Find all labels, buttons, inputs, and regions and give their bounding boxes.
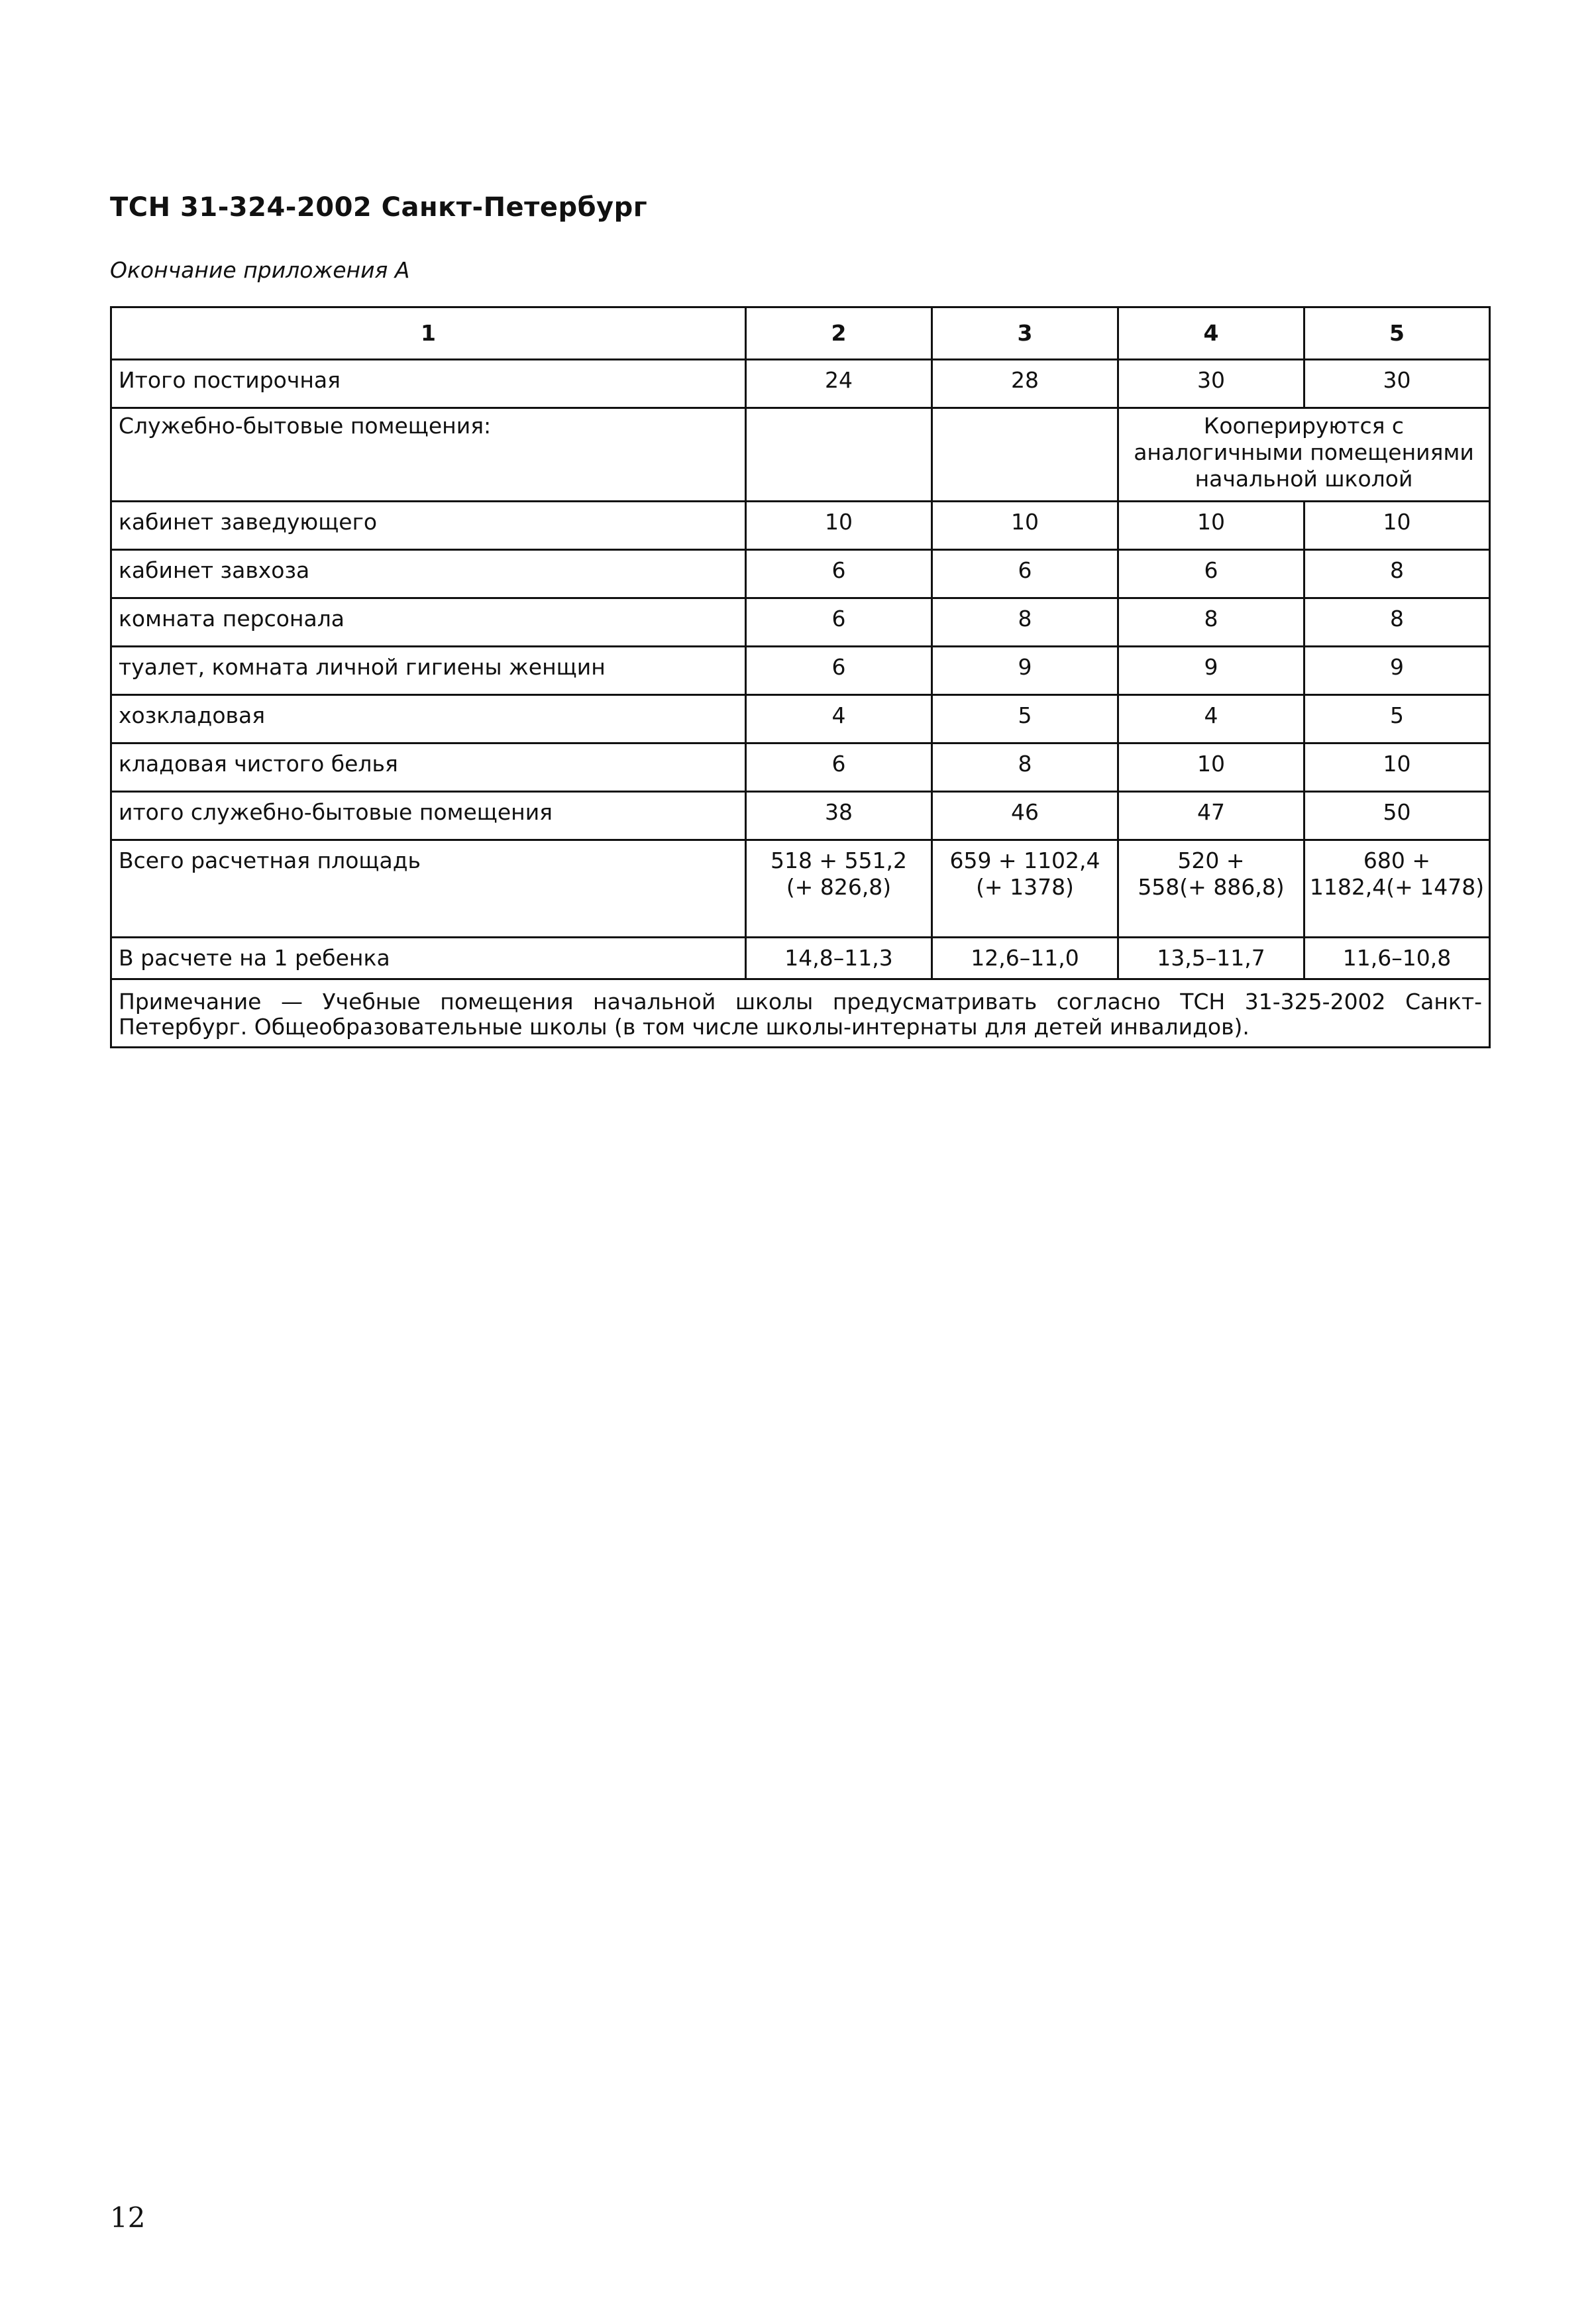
table-cell: 6	[932, 550, 1118, 598]
table-note-row	[111, 979, 1490, 1048]
data-table	[110, 306, 1491, 1048]
table-cell: 9	[932, 647, 1118, 695]
table-cell: 6	[746, 647, 932, 695]
table-cell	[932, 408, 1118, 502]
column-header: 4	[1118, 307, 1304, 360]
table-cell	[932, 840, 1118, 938]
column-header: 2	[746, 307, 932, 360]
table-cell: 6	[746, 743, 932, 792]
page-number: 12	[110, 2201, 146, 2234]
table-cell	[746, 408, 932, 502]
cell-line: (+ 1378)	[976, 874, 1074, 900]
table-cell: 11,6–10,8	[1304, 938, 1490, 979]
table-row	[111, 502, 1490, 550]
table-cell: 24	[746, 360, 932, 408]
table-row	[111, 938, 1490, 979]
document-header: ТСН 31-324-2002 Санкт-Петербург	[110, 192, 648, 223]
table-row	[111, 792, 1490, 840]
row-label: Служебно-бытовые помещения:	[111, 408, 746, 502]
table-cell	[1118, 840, 1304, 938]
cooperation-note-cell: Кооперируются с аналогичными помещениями начальной школой	[1118, 408, 1490, 502]
table-cell: 6	[1118, 550, 1304, 598]
table-cell: 8	[1304, 598, 1490, 647]
table-cell: 10	[1304, 743, 1490, 792]
table-row	[111, 695, 1490, 743]
table-header-row	[111, 307, 1490, 360]
table-cell: 10	[932, 502, 1118, 550]
cell-line: 520 +	[1177, 848, 1245, 873]
table-row	[111, 647, 1490, 695]
table-row	[111, 743, 1490, 792]
table-row	[111, 598, 1490, 647]
table-cell: 28	[932, 360, 1118, 408]
row-label: Всего расчетная площадь	[111, 840, 746, 938]
table-cell: 8	[932, 743, 1118, 792]
row-label: хозкладовая	[111, 695, 746, 743]
appendix-subtitle: Окончание приложения А	[110, 257, 410, 283]
table-cell: 10	[1118, 743, 1304, 792]
cell-line: (+ 826,8)	[786, 874, 892, 900]
row-label: кладовая чистого белья	[111, 743, 746, 792]
table-cell: 10	[746, 502, 932, 550]
column-header: 1	[111, 307, 746, 360]
table-cell: 4	[746, 695, 932, 743]
table-cell: 14,8–11,3	[746, 938, 932, 979]
table-cell: 47	[1118, 792, 1304, 840]
table-cell: 30	[1118, 360, 1304, 408]
table-cell	[746, 840, 932, 938]
column-header: 5	[1304, 307, 1490, 360]
table-cell: 30	[1304, 360, 1490, 408]
table-cell: 6	[746, 550, 932, 598]
table-cell: 13,5–11,7	[1118, 938, 1304, 979]
table-row	[111, 550, 1490, 598]
table-cell: 50	[1304, 792, 1490, 840]
row-label: кабинет завхоза	[111, 550, 746, 598]
row-label: В расчете на 1 ребенка	[111, 938, 746, 979]
row-label: итого служебно-бытовые помещения	[111, 792, 746, 840]
table-note: Примечание — Учебные помещения начальной школы предусматривать согласно ТСН 31-325-2002 Санкт-Петербург. Общеобразовательные школы (в том числе школы-интернаты для детей инвалидов).	[111, 979, 1490, 1048]
table-cell	[1304, 840, 1490, 938]
cell-line: 558(+ 886,8)	[1138, 874, 1285, 900]
table-cell: 38	[746, 792, 932, 840]
table-cell: 9	[1118, 647, 1304, 695]
table-row	[111, 840, 1490, 938]
table-cell: 8	[1304, 550, 1490, 598]
cell-line: 1182,4(+ 1478)	[1309, 874, 1485, 900]
cell-line: 680 +	[1363, 848, 1431, 873]
table-row	[111, 360, 1490, 408]
row-label: туалет, комната личной гигиены женщин	[111, 647, 746, 695]
table-cell: 4	[1118, 695, 1304, 743]
cell-line: 659 + 1102,4	[949, 848, 1100, 873]
table-cell: 6	[746, 598, 932, 647]
table-cell: 8	[932, 598, 1118, 647]
row-label: комната персонала	[111, 598, 746, 647]
row-label: Итого постирочная	[111, 360, 746, 408]
table-row	[111, 408, 1490, 502]
table-cell: 10	[1304, 502, 1490, 550]
cell-line: 518 + 551,2	[770, 848, 908, 873]
table-cell: 12,6–11,0	[932, 938, 1118, 979]
table-cell: 5	[932, 695, 1118, 743]
table-cell: 10	[1118, 502, 1304, 550]
table-cell: 9	[1304, 647, 1490, 695]
row-label: кабинет заведующего	[111, 502, 746, 550]
table-cell: 8	[1118, 598, 1304, 647]
column-header: 3	[932, 307, 1118, 360]
table-cell: 46	[932, 792, 1118, 840]
table-cell: 5	[1304, 695, 1490, 743]
